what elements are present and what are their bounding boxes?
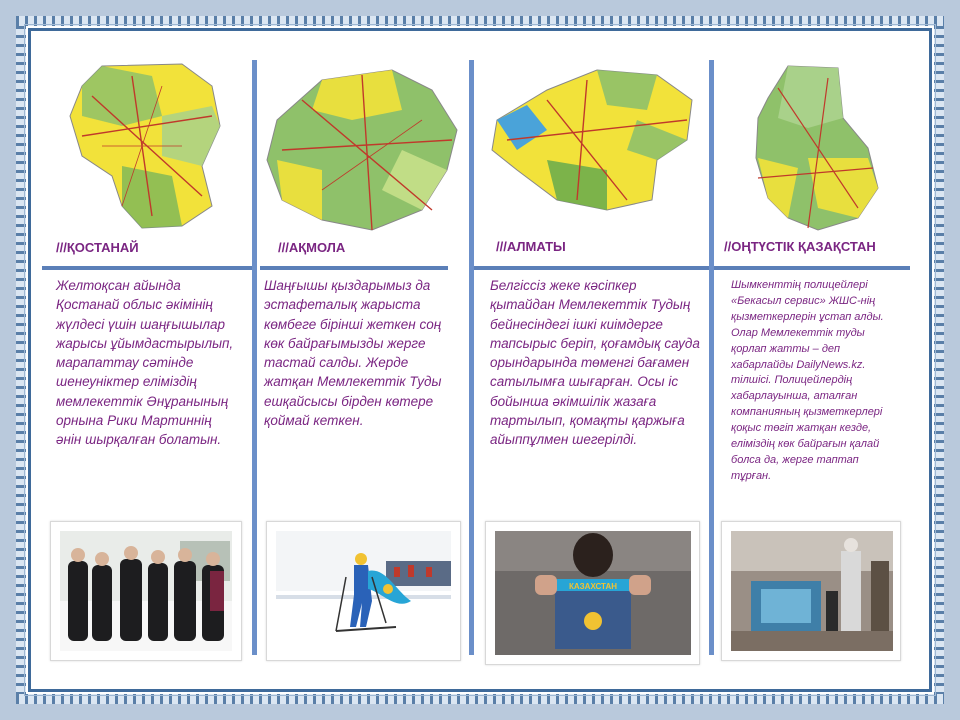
officials-ceremony-photo [60,531,232,651]
skier-with-flag-photo [276,531,451,651]
photo-card-kostanay [50,521,242,661]
text-kostanay: Желтоқсан айында Қостанай облыс әкімінің жүлдесі үшін шаңғышылар жарысы ұйымдастырылып, марапаттау сәтінде шенеуніктер еліміздің мемлекеттік Әнұранының орнына Рики Мартиннің әнін шырқалған болатын. [56,278,234,448]
row-divider-4 [714,266,910,270]
column-divider-1 [252,60,257,655]
title-south-kazakhstan: //ОҢТҮСТІК ҚАЗАҚСТАН [724,239,876,254]
text-akmola: Шаңғышы қыздарымыз да эстафеталық жарыста көмбеге бірінші жеткен соң көк байрағымызды жерге тастай салды. Жерде жатқан Мемлекеттік Туды ешқайсысы бірден көтере қоймай кеткен. [264,278,442,429]
column-divider-2 [469,60,474,655]
photo-card-south-kazakhstan [721,521,901,661]
flag-underwear-photo [495,531,691,655]
underwear-label: КАЗАХСТАН [569,582,617,591]
title-almaty: ///АЛМАТЫ [496,239,566,254]
market-scene-photo [731,531,893,651]
akmola-region-map [262,60,464,238]
column-divider-3 [709,60,714,655]
text-south-kazakhstan: Шымкенттің полицейлері «Бекасыл сервис» ЖШС-нің қызметкерлерін ұстап алды. Олар Мемлекеттік туды қорлап жатты – деп хабарлайды DailyNews.kz. тілшісі. Полицейлердің хабарлауынша, аталған компанияның қызметкерлері қоқыс төгіп жатқан кезде, еліміздің көк байрағын қалай болса да, жерге таптап тұрған. [731,279,884,482]
title-akmola: ///АҚМОЛА [278,240,346,255]
south-kazakhstan-region-map [748,58,884,234]
almaty-region-map [487,60,701,218]
text-almaty: Белгіссіз жеке кәсіпкер қытайдан Мемлекеттік Тудың бейнесіндегі ішкі киімдерге тапсырыс беріп, қоғамдық сауда орындарында төменгі бағамен сатылымға шығарған. Осы іс бойынша әкімшілік жазаға тартылып, қомақты қаржыға айыппұлмен шегерілді. [490,278,700,448]
photo-card-almaty [485,521,700,665]
kostanay-region-map [62,56,232,236]
row-divider-2 [260,266,448,270]
row-divider-3 [474,266,709,270]
photo-card-akmola [266,521,461,661]
row-divider-1 [42,266,252,270]
title-kostanay: ///ҚОСТАНАЙ [56,240,139,255]
